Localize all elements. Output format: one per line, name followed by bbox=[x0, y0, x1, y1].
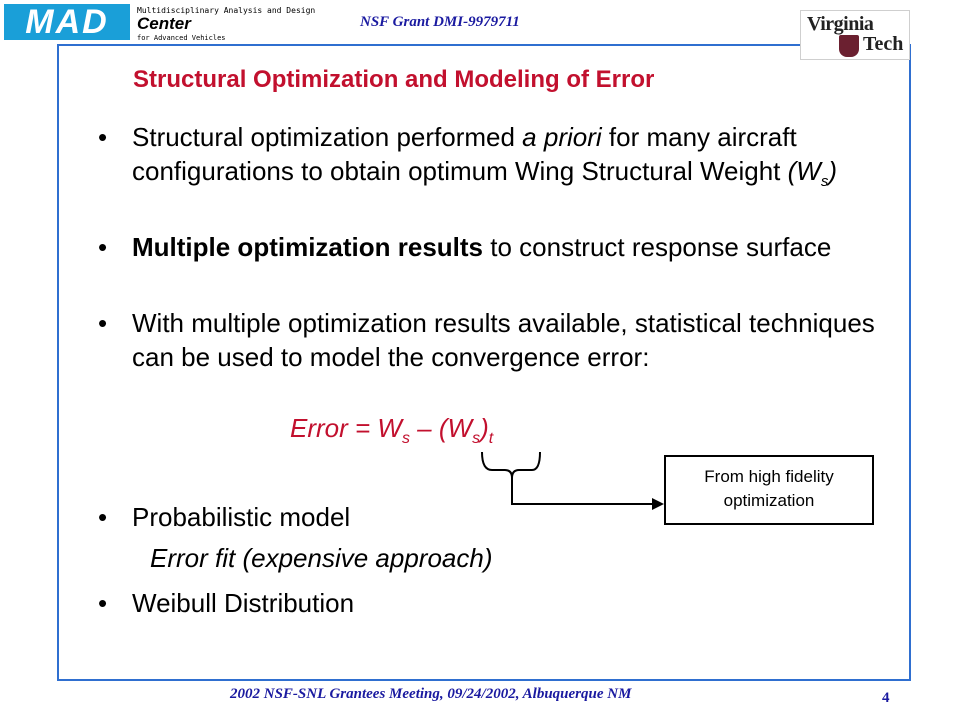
vt-logo-word2: Tech bbox=[863, 33, 904, 55]
bullet-1-sub: s bbox=[820, 173, 829, 191]
bullet-dot: • bbox=[98, 232, 108, 262]
bullet-1-close: ) bbox=[828, 156, 837, 186]
page-number: 4 bbox=[882, 690, 890, 706]
bullet-dot: • bbox=[98, 308, 108, 338]
bullet-4-text: Probabilistic model bbox=[132, 502, 351, 532]
eq-lhs: Error = W bbox=[290, 413, 402, 443]
eq-sub-s2: s bbox=[472, 430, 481, 448]
vt-logo-word1: Virginia bbox=[807, 13, 874, 35]
eq-sub-t: t bbox=[488, 430, 494, 448]
bullet-1-italic: a priori bbox=[522, 122, 602, 152]
mad-logo-letters: MAD bbox=[4, 4, 130, 40]
curly-brace-icon bbox=[482, 452, 540, 478]
bullet-dot: • bbox=[98, 588, 108, 618]
mad-logo-line1: Multidisciplinary Analysis and Design bbox=[137, 6, 316, 15]
eq-mid: – (W bbox=[409, 413, 473, 443]
bullet-1-part-a: Structural optimization performed bbox=[132, 122, 523, 152]
mad-logo-center: Center bbox=[137, 14, 191, 33]
callout-line2: optimization bbox=[723, 491, 815, 510]
eq-close: ) bbox=[480, 413, 489, 443]
bullet-dot: • bbox=[98, 502, 108, 532]
callout-line1: From high fidelity bbox=[704, 467, 834, 486]
slide-title: Structural Optimization and Modeling of Error bbox=[133, 66, 655, 93]
eq-sub-s1: s bbox=[401, 430, 410, 448]
bullet-2-rest: to construct response surface bbox=[483, 232, 832, 262]
mad-logo-line3: for Advanced Vehicles bbox=[137, 34, 226, 42]
bullet-4-subtext: Error fit (expensive approach) bbox=[150, 543, 493, 573]
bullet-dot: • bbox=[98, 122, 108, 152]
grant-number: NSF Grant DMI-9979711 bbox=[360, 14, 520, 30]
footer-meeting: 2002 NSF-SNL Grantees Meeting, 09/24/2002, Albuquerque NM bbox=[230, 686, 632, 702]
bullet-2-bold: Multiple optimization results bbox=[132, 232, 484, 262]
bullet-1-paren: (W bbox=[787, 156, 821, 186]
bullet-3-text: With multiple optimization results available, statistical techniques can be used to model the convergence error: bbox=[132, 308, 875, 372]
bullet-1-part-b: for many aircraft configurations to obtain optimum Wing Structural Weight bbox=[132, 122, 797, 186]
bullet-5-text: Weibull Distribution bbox=[132, 588, 355, 618]
